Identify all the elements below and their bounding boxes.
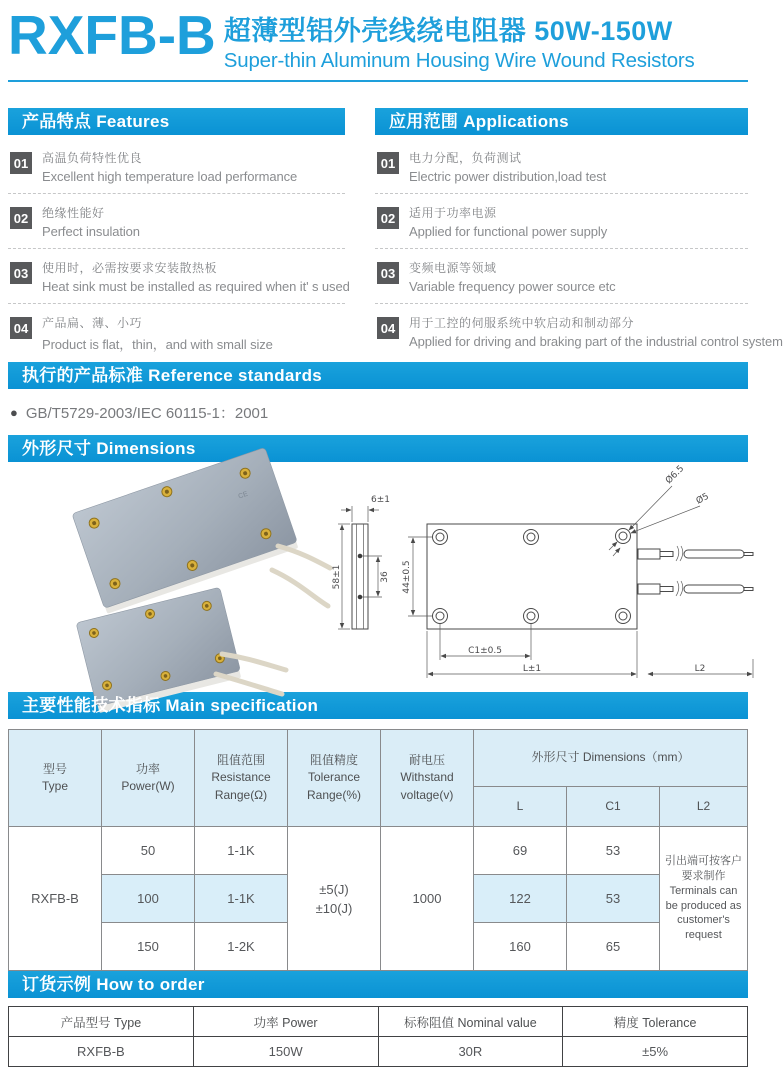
item-text-en: Product is flat，thin，and with small size <box>42 337 273 352</box>
dim-height: 58±1 <box>332 564 342 590</box>
cell-resistance: 1-1K <box>195 875 288 923</box>
features-heading: 产品特点 Features <box>8 108 345 135</box>
page-header <box>0 0 760 73</box>
ce-mark: CE <box>237 490 249 501</box>
item-number-badge: 04 <box>377 317 399 339</box>
table-row <box>9 827 748 875</box>
item-number-badge: 01 <box>10 152 32 174</box>
order-header-power: 功率 Power <box>193 1007 378 1037</box>
item-number-badge: 03 <box>10 262 32 284</box>
header-divider <box>8 80 748 82</box>
dim-hole-outer: Ø6.5 <box>664 463 687 487</box>
item-text-en: Heat sink must be installed as required when it' s used <box>42 279 350 294</box>
item-text-en: Perfect insulation <box>42 224 140 239</box>
order-header-tolerance: 精度 Tolerance <box>563 1007 748 1037</box>
order-header-type: 产品型号 Type <box>9 1007 194 1037</box>
list-item <box>8 139 345 194</box>
dim-length: L±1 <box>522 664 542 674</box>
cell-C1: 53 <box>567 875 660 923</box>
standards-entry <box>10 402 748 423</box>
item-text-en: Applied for driving and braking part of the industrial control system <box>409 334 783 349</box>
item-number-badge: 02 <box>10 207 32 229</box>
features-applications-section <box>8 108 783 362</box>
table-row <box>9 1037 748 1067</box>
col-header-resistance: 阻值范围 Resistance Range(Ω) <box>195 730 288 827</box>
table-row <box>9 1007 748 1037</box>
standards-text: GB/T5729-2003/IEC 60115-1：2001 <box>25 405 269 422</box>
order-heading: 订货示例 How to order <box>8 971 748 998</box>
technical-drawing <box>332 464 757 692</box>
cell-L: 122 <box>474 875 567 923</box>
col-header-tolerance: 阻值精度 Tolerance Range(%) <box>288 730 381 827</box>
dimensions-heading: 外形尺寸 Dimensions <box>8 435 748 462</box>
mounting-hole-icon <box>433 529 631 624</box>
item-text-en: Applied for functional power supply <box>409 224 608 239</box>
item-text-cn: 使用时，必需按要求安装散热板 <box>42 261 218 275</box>
model-name: RXFB-B <box>8 4 216 66</box>
spec-heading: 主要性能技术指标 Main specification <box>8 692 748 719</box>
product-photo <box>10 464 332 692</box>
item-number-badge: 02 <box>377 207 399 229</box>
col-header-C1: C1 <box>567 787 660 827</box>
features-list <box>8 135 350 362</box>
cell-power: 100 <box>102 875 195 923</box>
list-item <box>375 304 783 358</box>
col-header-L2: L2 <box>660 787 748 827</box>
lead-wire <box>216 674 282 694</box>
list-item <box>375 194 748 249</box>
order-value-power: 150W <box>193 1037 378 1067</box>
dim-lead-length: L2 <box>694 664 706 674</box>
lead-wire <box>272 570 328 606</box>
lead-wire <box>278 546 330 568</box>
item-text-cn: 产品扁、薄、小巧 <box>42 316 143 330</box>
item-number-badge: 03 <box>377 262 399 284</box>
title-chinese: 超薄型铝外壳线绕电阻器 50W-150W <box>223 16 673 46</box>
cell-L2-note: 引出端可按客户要求制作 Terminals can be produced as customer's request <box>660 827 748 971</box>
dimensions-figure <box>10 464 750 692</box>
cell-power: 150 <box>102 923 195 971</box>
list-item <box>375 139 748 194</box>
cell-C1: 53 <box>567 827 660 875</box>
dim-hole-inner: Ø5 <box>694 491 711 507</box>
item-text-en: Variable frequency power source etc <box>409 279 616 294</box>
cell-resistance: 1-2K <box>195 923 288 971</box>
cell-power: 50 <box>102 827 195 875</box>
item-text-cn: 适用于功率电源 <box>409 206 497 220</box>
standards-heading: 执行的产品标准 Reference standards <box>8 362 748 389</box>
list-item <box>8 249 350 304</box>
lead-terminal <box>638 546 753 596</box>
col-header-dimensions: 外形尺寸 Dimensions（mm） <box>474 730 748 787</box>
cell-tolerance: ±5(J) ±10(J) <box>288 827 381 971</box>
cell-withstand: 1000 <box>381 827 474 971</box>
list-item <box>8 304 345 362</box>
order-value-type: RXFB-B <box>9 1037 194 1067</box>
item-text-cn: 用于工控的伺服系统中软启动和制动部分 <box>409 316 635 330</box>
features-column <box>8 108 350 362</box>
dim-thickness: 6±1 <box>371 495 390 505</box>
order-value-tolerance: ±5% <box>563 1037 748 1067</box>
order-table <box>8 1006 748 1067</box>
dim-vertical-pitch: 44±0.5 <box>402 560 412 594</box>
item-text-en: Electric power distribution,load test <box>409 169 607 184</box>
item-text-cn: 电力分配，负荷测试 <box>409 151 522 165</box>
applications-list <box>375 135 783 358</box>
item-text-en: Excellent high temperature load performance <box>42 169 298 184</box>
cell-L: 69 <box>474 827 567 875</box>
dim-c1: C1±0.5 <box>468 646 502 656</box>
col-header-L: L <box>474 787 567 827</box>
title-block <box>224 8 695 73</box>
list-item <box>375 249 748 304</box>
cell-C1: 65 <box>567 923 660 971</box>
order-header-nominal: 标称阻值 Nominal value <box>378 1007 563 1037</box>
cell-resistance: 1-1K <box>195 827 288 875</box>
cell-type: RXFB-B <box>9 827 102 971</box>
col-header-type: 型号 Type <box>9 730 102 827</box>
item-number-badge: 01 <box>377 152 399 174</box>
order-value-nominal: 30R <box>378 1037 563 1067</box>
applications-column <box>375 108 783 362</box>
item-text-cn: 绝缘性能好 <box>42 206 105 220</box>
title-english: Super-thin Aluminum Housing Wire Wound Resistors <box>223 49 695 72</box>
item-text-cn: 变频电源等领域 <box>409 261 497 275</box>
dim-inner-pitch: 36 <box>380 571 390 583</box>
item-number-badge: 04 <box>10 317 32 339</box>
spec-table <box>8 729 748 971</box>
col-header-power: 功率 Power(W) <box>102 730 195 827</box>
list-item <box>8 194 345 249</box>
bullet-icon: ● <box>10 405 18 420</box>
item-text-cn: 高温负荷特性优良 <box>42 151 143 165</box>
col-header-withstand: 耐电压 Withstand voltage(v) <box>381 730 474 827</box>
cell-L: 160 <box>474 923 567 971</box>
applications-heading: 应用范围 Applications <box>375 108 748 135</box>
